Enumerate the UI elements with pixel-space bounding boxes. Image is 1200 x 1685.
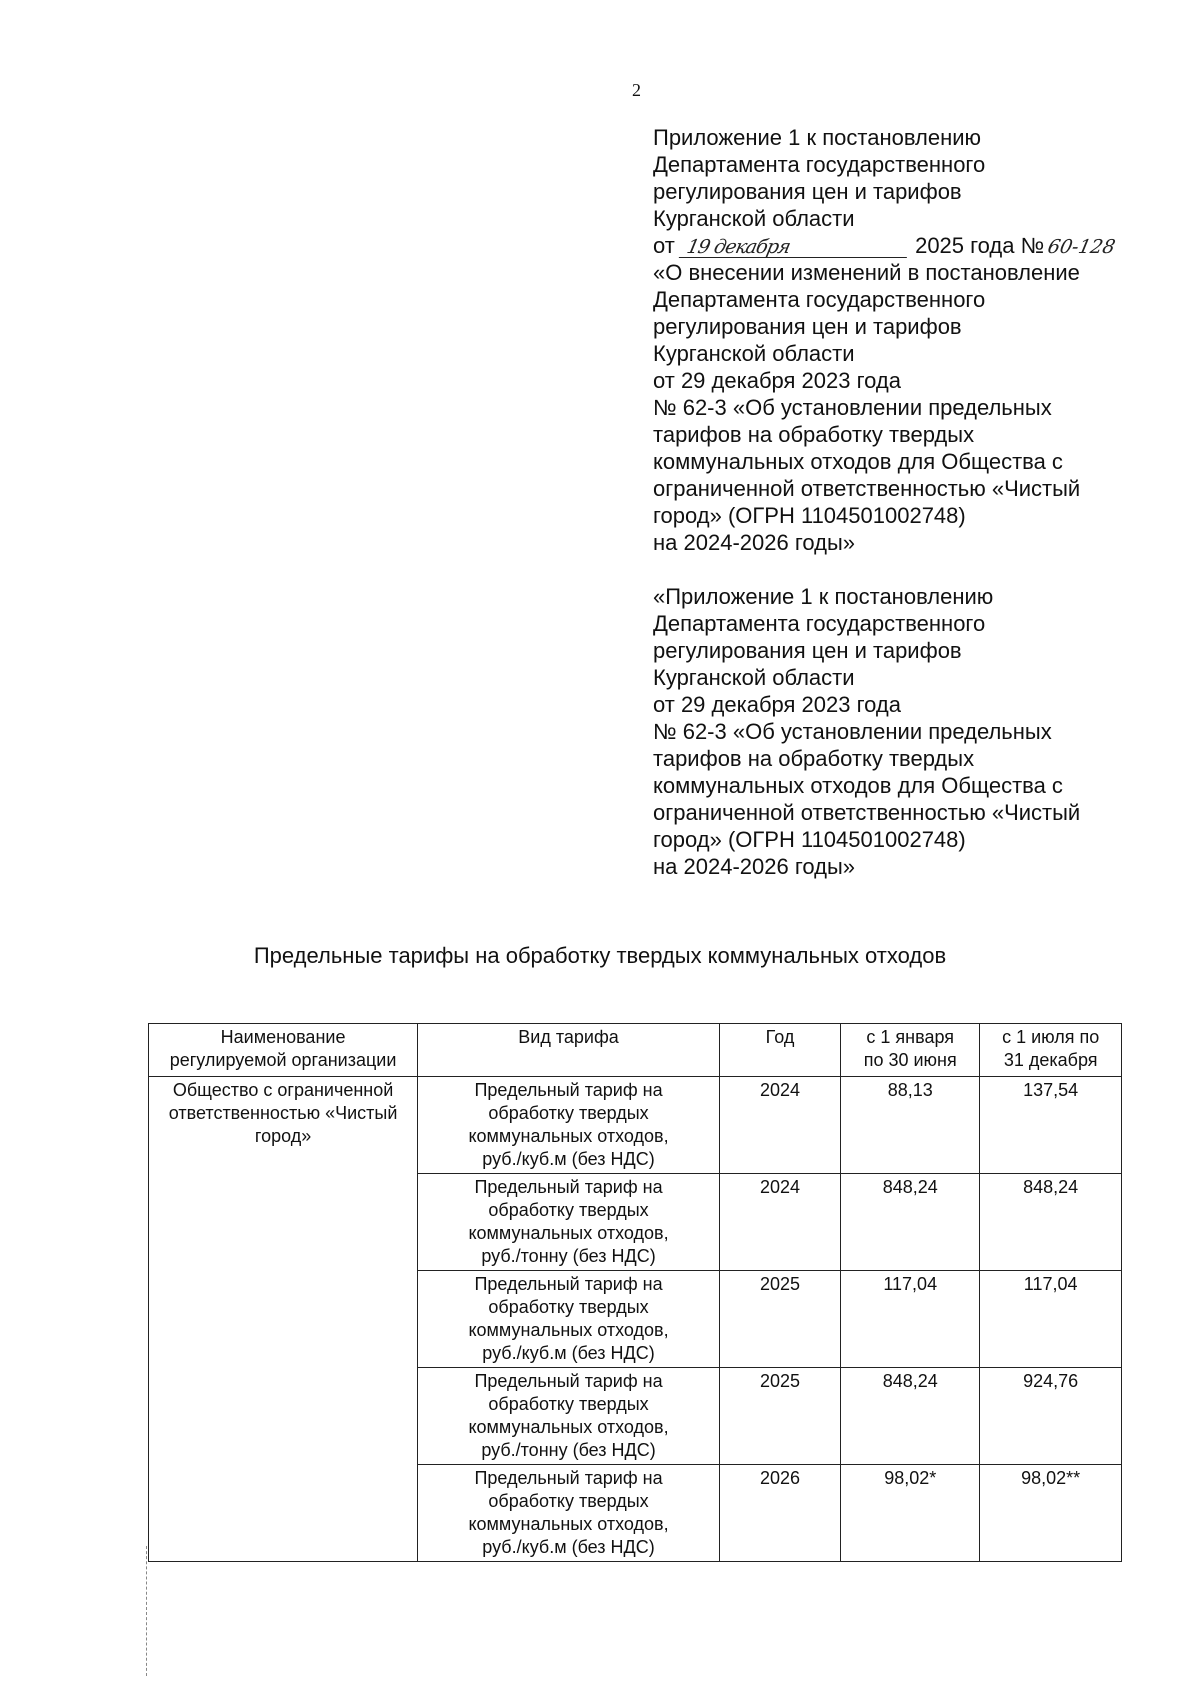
appendix-line: от 29 декабря 2023 года	[653, 368, 901, 393]
cell-text: коммунальных отходов,	[468, 1320, 669, 1340]
appendix-line: ограниченной ответственностью «Чистый	[653, 476, 1081, 501]
tariff-kind-cell	[418, 1465, 720, 1562]
header-text: Год	[765, 1027, 795, 1047]
cell-text: коммунальных отходов,	[468, 1417, 669, 1437]
page-number: 2	[632, 80, 641, 100]
cell-text: руб./тонну (без НДС)	[481, 1246, 656, 1266]
appendix-line: Приложение 1 к постановлению	[653, 125, 982, 150]
date-prefix: от	[653, 233, 675, 258]
cell-text: руб./куб.м (без НДС)	[482, 1149, 655, 1169]
original-appendix-line: регулирования цен и тарифов	[653, 638, 962, 663]
first-half-value: 98,02*	[841, 1465, 980, 1562]
original-appendix-line: № 62-3 «Об установлении предельных	[653, 719, 1052, 744]
appendix-line: Департамента государственного	[653, 287, 986, 312]
header-text: по 30 июня	[863, 1050, 957, 1070]
date-suffix: 2025 года №	[915, 233, 1045, 258]
cell-text: руб./куб.м (без НДС)	[482, 1537, 655, 1557]
tariff-kind-cell	[418, 1368, 720, 1465]
header-tariff-kind	[418, 1024, 720, 1077]
second-half-value: 848,24	[980, 1174, 1122, 1271]
original-appendix-line: коммунальных отходов для Общества с	[653, 773, 1063, 798]
first-half-value: 848,24	[841, 1368, 980, 1465]
second-half-value: 137,54	[980, 1077, 1122, 1174]
cell-text: Предельный тариф на	[474, 1274, 663, 1294]
header-year	[719, 1024, 840, 1077]
cell-text: руб./куб.м (без НДС)	[482, 1343, 655, 1363]
header-organization	[149, 1024, 418, 1077]
header-text: Наименование	[220, 1027, 346, 1047]
date-line	[653, 232, 1173, 259]
table-header-row	[149, 1024, 1122, 1077]
appendix-line: город» (ОГРН 1104501002748)	[653, 503, 966, 528]
header-text: Вид тарифа	[518, 1027, 619, 1047]
year-cell: 2026	[719, 1465, 840, 1562]
document-title: Предельные тарифы на обработку твердых коммунальных отходов	[253, 943, 947, 968]
handwritten-date: 19 декабря	[679, 237, 911, 258]
cell-text: Предельный тариф на	[474, 1080, 663, 1100]
appendix-line: тарифов на обработку твердых	[653, 422, 975, 447]
handwritten-number: 60-128	[1045, 236, 1118, 258]
appendix-line: регулирования цен и тарифов	[653, 314, 962, 339]
appendix-line: № 62-3 «Об установлении предельных	[653, 395, 1052, 420]
appendix-line: Курганской области	[653, 206, 855, 231]
header-text: регулируемой организации	[169, 1050, 397, 1070]
first-half-value: 848,24	[841, 1174, 980, 1271]
cell-text: обработку твердых	[488, 1200, 649, 1220]
original-appendix-line: Департамента государственного	[653, 611, 986, 636]
second-half-value: 117,04	[980, 1271, 1122, 1368]
year-cell: 2025	[719, 1368, 840, 1465]
tariff-kind-cell	[418, 1174, 720, 1271]
original-appendix-line: тарифов на обработку твердых	[653, 746, 975, 771]
organization-cell	[149, 1077, 418, 1562]
first-half-value: 88,13	[841, 1077, 980, 1174]
original-appendix-line: ограниченной ответственностью «Чистый	[653, 800, 1081, 825]
year-cell: 2025	[719, 1271, 840, 1368]
appendix-line: «О внесении изменений в постановление	[653, 260, 1080, 285]
original-appendix-line: на 2024-2026 годы»	[653, 854, 855, 879]
cell-text: обработку твердых	[488, 1491, 649, 1511]
original-appendix-line: город» (ОГРН 1104501002748)	[653, 827, 966, 852]
cell-text: Предельный тариф на	[474, 1468, 663, 1488]
cell-text: коммунальных отходов,	[468, 1223, 669, 1243]
appendix-line: Департамента государственного	[653, 152, 986, 177]
appendix-line: коммунальных отходов для Общества с	[653, 449, 1063, 474]
organization-text: город»	[254, 1126, 312, 1146]
appendix-line: на 2024-2026 годы»	[653, 530, 855, 555]
year-cell: 2024	[719, 1174, 840, 1271]
cell-text: обработку твердых	[488, 1103, 649, 1123]
original-appendix-line: Курганской области	[653, 665, 855, 690]
header-text: с 1 января	[866, 1027, 955, 1047]
tariff-kind-cell	[418, 1271, 720, 1368]
second-half-value: 924,76	[980, 1368, 1122, 1465]
header-second-half	[980, 1024, 1122, 1077]
table-row	[149, 1077, 1122, 1174]
header-first-half	[841, 1024, 980, 1077]
cell-text: коммунальных отходов,	[468, 1514, 669, 1534]
cell-text: коммунальных отходов,	[468, 1126, 669, 1146]
spacer	[653, 556, 1173, 583]
tariff-kind-cell	[418, 1077, 720, 1174]
year-cell: 2024	[719, 1077, 840, 1174]
cell-text: Предельный тариф на	[474, 1177, 663, 1197]
original-appendix-line: от 29 декабря 2023 года	[653, 692, 901, 717]
organization-text: Общество с ограниченной	[172, 1080, 394, 1100]
appendix-line: Курганской области	[653, 341, 855, 366]
appendix-line: регулирования цен и тарифов	[653, 179, 962, 204]
cell-text: руб./тонну (без НДС)	[481, 1440, 656, 1460]
cell-text: обработку твердых	[488, 1297, 649, 1317]
original-appendix-line: «Приложение 1 к постановлению	[653, 584, 994, 609]
header-text: 31 декабря	[1003, 1050, 1098, 1070]
scan-margin-mark	[146, 1546, 148, 1676]
second-half-value: 98,02**	[980, 1465, 1122, 1562]
tariff-table	[148, 1023, 1122, 1562]
organization-text: ответственностью «Чистый	[168, 1103, 398, 1123]
first-half-value: 117,04	[841, 1271, 980, 1368]
header-text: с 1 июля по	[1002, 1027, 1100, 1047]
cell-text: Предельный тариф на	[474, 1371, 663, 1391]
cell-text: обработку твердых	[488, 1394, 649, 1414]
appendix-header	[653, 124, 1173, 880]
